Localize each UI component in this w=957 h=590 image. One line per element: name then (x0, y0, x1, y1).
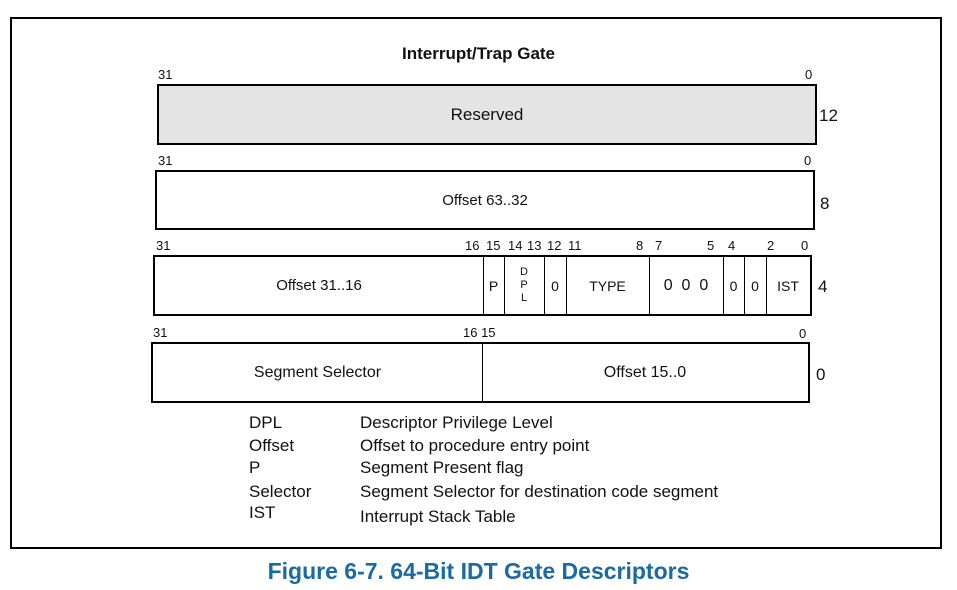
bit-label-15: 15 (486, 238, 501, 253)
legend-term-ist: IST (249, 503, 276, 522)
bit-label-31: 31 (158, 153, 173, 168)
legend-desc-p: Segment Present flag (360, 458, 524, 477)
bit-label-16-15: 16 15 (463, 325, 496, 340)
diagram-title: Interrupt/Trap Gate (401, 44, 556, 63)
byte-offset-12: 12 (819, 106, 838, 125)
bit-label-13: 13 (527, 238, 542, 253)
segment-selector-field: Segment Selector (253, 363, 382, 381)
bits-7-5-zero-field: 0 0 0 (663, 276, 709, 294)
bit-label-7: 7 (655, 238, 663, 253)
dpl-letter-d: D (520, 266, 528, 278)
ist-field: IST (777, 277, 799, 294)
legend-term-dpl: DPL (249, 413, 283, 432)
bit12-zero-field: 0 (551, 277, 559, 294)
dpl-letter-p: P (520, 279, 528, 291)
p-field: P (488, 277, 499, 294)
offset-63-32-field: Offset 63..32 (442, 191, 528, 209)
legend-term-offset: Offset (249, 436, 295, 455)
byte-offset-0: 0 (816, 365, 826, 384)
bit-label-11: 11 (568, 238, 582, 253)
offset-15-0-field: Offset 15..0 (603, 363, 687, 381)
bit3-zero-field: 0 (751, 277, 759, 294)
bit-label-31: 31 (156, 238, 171, 253)
row-offset-63-32 (155, 170, 815, 230)
bit-label-16: 16 (465, 238, 480, 253)
bit-label-8: 8 (636, 238, 644, 253)
bit-label-2: 2 (767, 238, 775, 253)
bit-label-0: 0 (804, 153, 812, 168)
row-offset-31-16 (153, 255, 812, 316)
bit-label-12: 12 (547, 238, 562, 253)
reserved-field: Reserved (450, 104, 524, 124)
legend-desc-selector: Segment Selector for destination code segment (360, 482, 719, 501)
byte-offset-4: 4 (818, 277, 828, 296)
legend-term-p: P (249, 458, 261, 477)
bit4-zero-field: 0 (729, 277, 738, 294)
type-field: TYPE (589, 277, 626, 294)
bit-label-0: 0 (799, 326, 807, 341)
byte-offset-8: 8 (820, 194, 830, 213)
bit-label-31: 31 (153, 325, 168, 340)
row-reserved (157, 84, 817, 145)
bit-label-0: 0 (805, 67, 813, 82)
bit-label-31: 31 (158, 67, 173, 82)
legend-desc-dpl: Descriptor Privilege Level (360, 413, 553, 432)
legend-desc-offset: Offset to procedure entry point (360, 436, 590, 455)
row-selector-offset (151, 342, 810, 403)
offset-31-16-field: Offset 31..16 (276, 277, 362, 294)
bit-label-0: 0 (801, 238, 809, 253)
legend-desc-ist: Interrupt Stack Table (360, 507, 516, 526)
legend-term-selector: Selector (249, 482, 312, 501)
bit-label-4: 4 (728, 238, 736, 253)
dpl-letter-l: L (520, 292, 528, 304)
figure-caption: Figure 6-7. 64-Bit IDT Gate Descriptors (267, 558, 690, 584)
bit-label-14: 14 (508, 238, 523, 253)
dpl-field (504, 257, 544, 314)
bit-label-5: 5 (707, 238, 715, 253)
